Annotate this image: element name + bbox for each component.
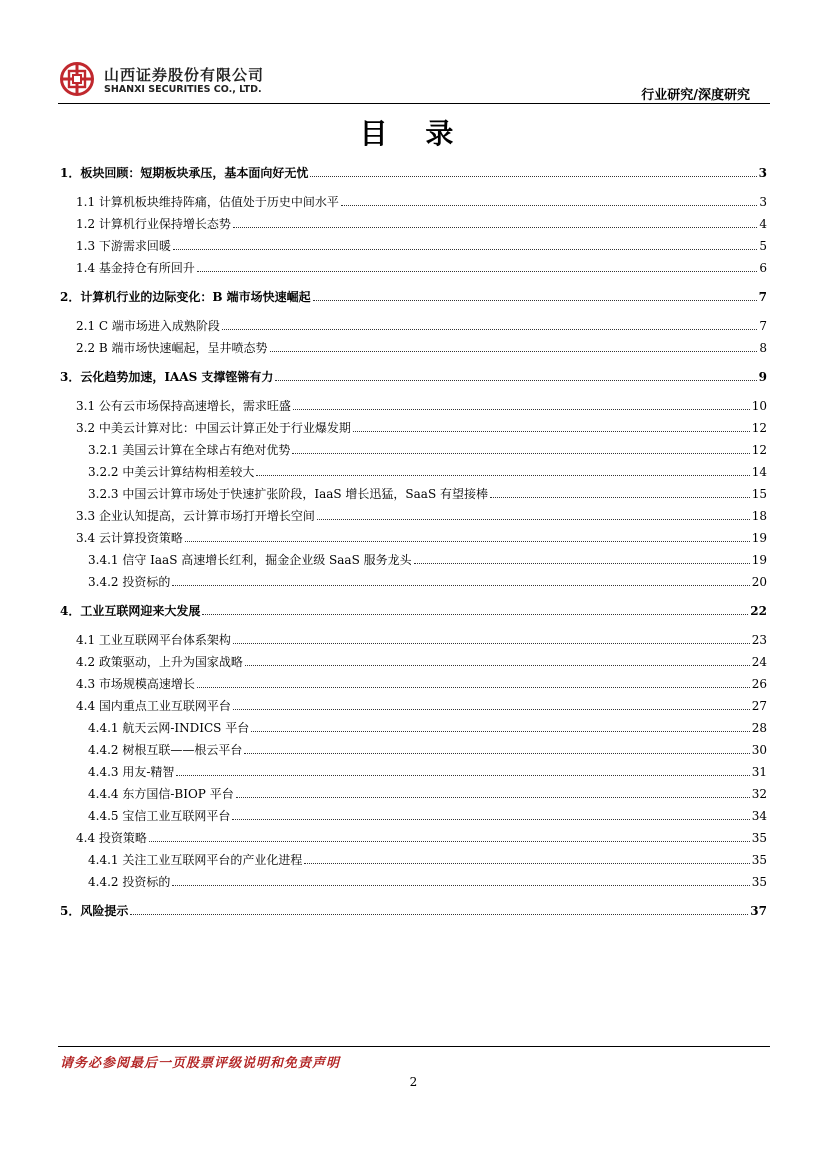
toc-entry-title: 1.3 下游需求回暖 — [76, 239, 171, 253]
toc-entry-page: 28 — [751, 721, 767, 735]
toc-entry-title: 4.4.5 宝信工业互联网平台 — [88, 809, 231, 823]
toc-entry-title: 2．计算机行业的边际变化：B 端市场快速崛起 — [60, 290, 311, 304]
toc-entry-page: 31 — [751, 765, 767, 779]
toc-dot-leader — [313, 300, 757, 301]
toc-entry-title: 1.1 计算机板块维持阵痛，估值处于历史中间水平 — [76, 195, 339, 209]
toc-entry[interactable] — [60, 567, 767, 589]
toc-entry[interactable] — [60, 845, 767, 867]
toc-entry-title: 3.2.1 美国云计算在全球占有绝对优势 — [88, 443, 291, 457]
toc-entry-page: 24 — [751, 655, 767, 669]
toc-dot-leader — [233, 643, 750, 644]
toc-dot-leader — [341, 205, 757, 206]
toc-entry-title: 2.1 C 端市场进入成熟阶段 — [76, 319, 220, 333]
toc-dot-leader — [304, 863, 749, 864]
toc-entry[interactable] — [60, 479, 767, 501]
toc-entry-title: 3.2.2 中美云计算结构相差较大 — [88, 465, 255, 479]
toc-dot-leader — [251, 731, 749, 732]
toc-dot-leader — [149, 841, 750, 842]
toc-dot-leader — [414, 563, 750, 564]
toc-entry-page: 10 — [751, 399, 767, 413]
toc-entry-title: 1．板块回顾：短期板块承压，基本面向好无忧 — [60, 166, 309, 180]
toc-entry[interactable] — [60, 523, 767, 545]
toc-entry-page: 19 — [751, 531, 767, 545]
toc-entry-page: 6 — [759, 261, 767, 275]
toc-entry-title: 3.4.1 信守 IaaS 高速增长红利，掘金企业级 SaaS 服务龙头 — [88, 553, 412, 567]
toc-entry[interactable] — [60, 779, 767, 801]
toc-entry-page: 35 — [751, 853, 767, 867]
toc-entry[interactable] — [60, 545, 767, 567]
toc-entry-title: 3.4.2 投资标的 — [88, 575, 171, 589]
toc-entry[interactable] — [60, 691, 767, 713]
report-type-label: 行业研究/深度研究 — [641, 88, 750, 103]
toc-dot-leader — [236, 797, 750, 798]
toc-entry-page: 23 — [751, 633, 767, 647]
toc-entry-page: 37 — [750, 904, 767, 918]
table-of-contents — [60, 158, 767, 925]
toc-entry-title: 2.2 B 端市场快速崛起，呈井喷态势 — [76, 341, 268, 355]
toc-dot-leader — [317, 519, 750, 520]
page-number: 2 — [409, 1075, 418, 1089]
toc-entry-title: 1.4 基金持仓有所回升 — [76, 261, 195, 275]
toc-entry-page: 5 — [759, 239, 767, 253]
toc-entry[interactable] — [60, 669, 767, 691]
toc-entry[interactable] — [60, 713, 767, 735]
toc-title: 目 录 — [359, 117, 468, 150]
toc-entry-page: 12 — [751, 421, 767, 435]
toc-dot-leader — [176, 775, 749, 776]
toc-entry[interactable] — [60, 596, 767, 618]
toc-entry-title: 4.4.2 树根互联——根云平台 — [88, 743, 243, 757]
toc-dot-leader — [275, 380, 756, 381]
toc-entry[interactable] — [60, 823, 767, 845]
toc-entry-page: 26 — [751, 677, 767, 691]
toc-entry[interactable] — [60, 735, 767, 757]
toc-entry-title: 4.2 政策驱动，上升为国家战略 — [76, 655, 243, 669]
toc-dot-leader — [233, 227, 757, 228]
toc-entry-title: 4.3 市场规模高速增长 — [76, 677, 195, 691]
toc-dot-leader — [245, 665, 750, 666]
toc-dot-leader — [197, 687, 750, 688]
toc-dot-leader — [222, 329, 757, 330]
footer-divider — [58, 1046, 770, 1047]
toc-dot-leader — [130, 914, 748, 915]
toc-entry[interactable] — [60, 282, 767, 304]
toc-entry[interactable] — [60, 158, 767, 180]
toc-entry-title: 4.4.1 航天云网-INDICS 平台 — [88, 721, 250, 735]
toc-dot-leader — [197, 271, 757, 272]
toc-dot-leader — [172, 585, 749, 586]
toc-entry-page: 32 — [751, 787, 767, 801]
toc-entry-page: 9 — [758, 370, 767, 384]
toc-dot-leader — [202, 614, 748, 615]
toc-dot-leader — [270, 351, 758, 352]
disclaimer-notice: 请务必参阅最后一页股票评级说明和免责声明 — [60, 1056, 341, 1071]
toc-dot-leader — [310, 176, 756, 177]
toc-entry-page: 19 — [751, 553, 767, 567]
toc-dot-leader — [244, 753, 749, 754]
toc-entry-title: 3.2.3 中国云计算市场处于快速扩张阶段，IaaS 增长迅猛，SaaS 有望接棒 — [88, 487, 488, 501]
toc-entry[interactable] — [60, 867, 767, 889]
toc-entry[interactable] — [60, 187, 767, 209]
toc-entry-title: 1.2 计算机行业保持增长态势 — [76, 217, 231, 231]
toc-entry-page: 30 — [751, 743, 767, 757]
toc-entry[interactable] — [60, 391, 767, 413]
toc-entry[interactable] — [60, 457, 767, 479]
toc-entry[interactable] — [60, 311, 767, 333]
toc-dot-leader — [185, 541, 750, 542]
toc-dot-leader — [172, 885, 749, 886]
toc-entry-page: 18 — [751, 509, 767, 523]
toc-entry-page: 3 — [758, 166, 767, 180]
toc-dot-leader — [232, 819, 749, 820]
toc-entry-title: 4.4.2 投资标的 — [88, 875, 171, 889]
toc-entry-page: 15 — [751, 487, 767, 501]
toc-dot-leader — [292, 453, 749, 454]
toc-entry[interactable] — [60, 647, 767, 669]
company-name-en: SHANXI SECURITIES CO., LTD. — [104, 84, 262, 95]
toc-entry-page: 4 — [759, 217, 767, 231]
toc-entry-title: 4.4 投资策略 — [76, 831, 147, 845]
toc-entry-title: 4.4.3 用友-精智 — [88, 765, 175, 779]
toc-entry-title: 3.4 云计算投资策略 — [76, 531, 183, 545]
toc-entry-title: 3.3 企业认知提高，云计算市场打开增长空间 — [76, 509, 315, 523]
toc-entry-page: 35 — [751, 875, 767, 889]
toc-entry[interactable] — [60, 896, 767, 918]
toc-dot-leader — [490, 497, 750, 498]
toc-entry[interactable] — [60, 209, 767, 231]
toc-entry-page: 7 — [759, 319, 767, 333]
toc-entry-page: 8 — [759, 341, 767, 355]
toc-dot-leader — [353, 431, 750, 432]
header-divider — [58, 103, 770, 104]
toc-entry-page: 14 — [751, 465, 767, 479]
toc-entry-title: 5．风险提示 — [60, 904, 129, 918]
toc-entry-page: 34 — [751, 809, 767, 823]
toc-entry[interactable] — [60, 435, 767, 457]
toc-entry-page: 22 — [750, 604, 767, 618]
toc-entry[interactable] — [60, 801, 767, 823]
toc-dot-leader — [233, 709, 750, 710]
toc-entry[interactable] — [60, 231, 767, 253]
toc-entry-title: 4.4 国内重点工业互联网平台 — [76, 699, 231, 713]
toc-entry-page: 12 — [751, 443, 767, 457]
toc-entry-title: 4．工业互联网迎来大发展 — [60, 604, 201, 618]
toc-entry[interactable] — [60, 625, 767, 647]
company-name-cn: 山西证券股份有限公司 — [104, 66, 265, 84]
toc-entry-title: 4.4.1 关注工业互联网平台的产业化进程 — [88, 853, 303, 867]
toc-entry-title: 4.1 工业互联网平台体系架构 — [76, 633, 231, 647]
toc-entry-title: 3.1 公有云市场保持高速增长，需求旺盛 — [76, 399, 291, 413]
toc-dot-leader — [256, 475, 749, 476]
toc-dot-leader — [173, 249, 757, 250]
toc-entry[interactable] — [60, 501, 767, 523]
toc-entry-title: 4.4.4 东方国信-BIOP 平台 — [88, 787, 234, 801]
toc-entry-page: 20 — [751, 575, 767, 589]
toc-entry[interactable] — [60, 413, 767, 435]
toc-entry-title: 3．云化趋势加速，IAAS 支撑铿锵有力 — [60, 370, 274, 384]
toc-entry-page: 35 — [751, 831, 767, 845]
page-header — [58, 58, 770, 104]
toc-entry-page: 3 — [759, 195, 767, 209]
toc-entry-page: 27 — [751, 699, 767, 713]
toc-entry-page: 7 — [758, 290, 767, 304]
toc-entry[interactable] — [60, 253, 767, 275]
toc-entry[interactable] — [60, 362, 767, 384]
shanxi-securities-logo-icon — [60, 62, 94, 96]
toc-entry[interactable] — [60, 757, 767, 779]
toc-entry-title: 3.2 中美云计算对比：中国云计算正处于行业爆发期 — [76, 421, 351, 435]
toc-entry[interactable] — [60, 333, 767, 355]
toc-dot-leader — [293, 409, 750, 410]
